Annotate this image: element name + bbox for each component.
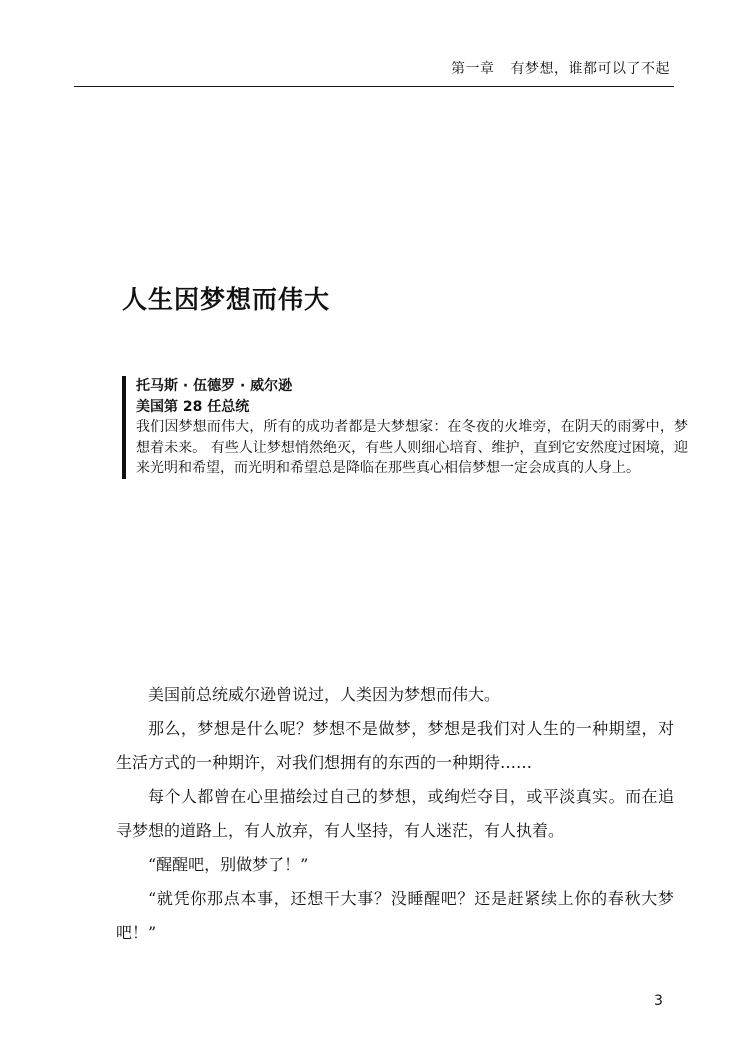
- quote-author-role: 美国第 28 任总统: [136, 398, 250, 415]
- quote-text: 我们因梦想而伟大，所有的成功者都是大梦想家：在冬夜的火堆旁，在阴天的雨雾中，梦想着未来。 有些人让梦想悄然绝灭，有些人则细心培育、维护，直到它安然度过困境，迎来光明和希望，而光明和希望总是降临在那些真心相信梦想一定会成真的人身上。: [136, 419, 688, 476]
- body-text: [116, 678, 674, 950]
- chapter-number: 第一章: [451, 61, 495, 77]
- page-number: 3: [654, 993, 663, 1009]
- epigraph-quote: [122, 376, 688, 479]
- paragraph: 那么，梦想是什么呢？梦想不是做梦，梦想是我们对人生的一种期望，对生活方式的一种期许，对我们想拥有的东西的一种期待……: [116, 719, 674, 772]
- header-divider: [74, 86, 674, 87]
- paragraph: 每个人都曾在心里描绘过自己的梦想，或绚烂夺目，或平淡真实。而在追寻梦想的道路上，有人放弃，有人坚持，有人迷茫，有人执着。: [116, 787, 674, 840]
- section-title: 人生因梦想而伟大: [122, 285, 331, 314]
- chapter-title: 有梦想，谁都可以了不起: [510, 61, 670, 77]
- running-header: [451, 58, 670, 78]
- paragraph: “醒醒吧，别做梦了！”: [148, 855, 309, 874]
- paragraph: 美国前总统威尔逊曾说过，人类因为梦想而伟大。: [148, 685, 501, 704]
- quote-author: 托马斯 · 伍德罗 · 威尔逊: [136, 378, 293, 394]
- paragraph: “就凭你那点本事，还想干大事？没睡醒吧？还是赶紧续上你的春秋大梦吧！”: [116, 889, 674, 942]
